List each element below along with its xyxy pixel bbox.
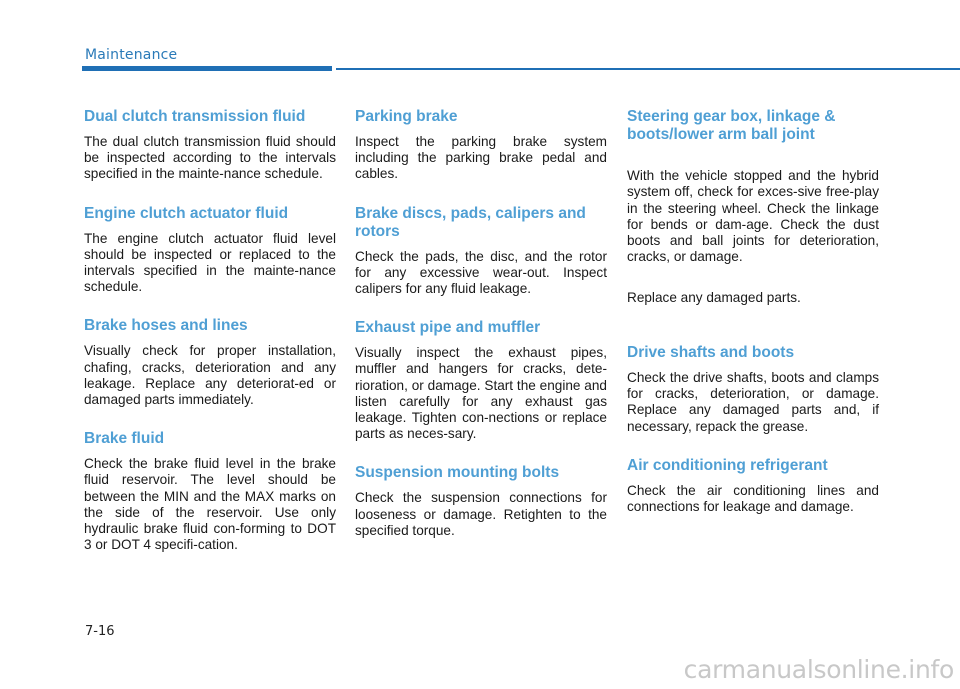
section-title-ac-refrigerant: Air conditioning refrigerant xyxy=(627,456,828,474)
section-body-parking-brake: Inspect the parking brake system including the parking brake pedal and cables. xyxy=(355,134,607,182)
section-body-brake-discs: Check the pads, the disc, and the rotor for any excessive wear-out. Inspect calipers for any fluid leakage. xyxy=(355,248,607,297)
section-body-clutch-actuator-fluid: The engine clutch actuator fluid level should be inspected or replaced to the intervals specified in the mainte-nance schedule. xyxy=(84,230,336,295)
column-3 xyxy=(627,108,879,537)
section-body-brake-fluid: Check the brake fluid level in the brake fluid reservoir. The level should be between the MIN and the MAX marks on the side of the reservoir. Use only hydraulic brake fluid con-forming to DOT 3 or DOT 4 specifi-cation. xyxy=(84,456,336,553)
section-body-exhaust: Visually inspect the exhaust pipes, muffler and hangers for cracks, dete-rioration, or damage. Start the engine and listen carefully for any exhaust gas leakage. Tighten con-nections or replace parts as neces-sary. xyxy=(355,345,607,442)
steering-gear-paragraph-2: Replace any damaged parts. xyxy=(627,289,801,305)
section-title-exhaust: Exhaust pipe and muffler xyxy=(355,319,541,337)
section-title-suspension-bolts: Suspension mounting bolts xyxy=(355,464,560,482)
section-header-title: Maintenance xyxy=(85,47,178,63)
section-title-clutch-actuator-fluid: Engine clutch actuator fluid xyxy=(84,204,289,222)
section-title-drive-shafts: Drive shafts and boots xyxy=(627,344,795,362)
page-number: 7-16 xyxy=(85,624,115,639)
section-title-brake-fluid: Brake fluid xyxy=(84,430,165,448)
steering-gear-paragraph-1: With the vehicle stopped and the hybrid system off, check for exces-sive free-play in the steering wheel. Check the linkage for bends or dam-age. Check the dust boots and ball joints for deterioration, cracks, or damage. xyxy=(627,168,879,265)
section-title-steering-gear: Steering gear box, linkage & boots/lower arm ball joint xyxy=(627,108,836,143)
section-body-drive-shafts: Check the drive shafts, boots and clamps for cracks, deterioration, or damage. Replace any damaged parts and, if necessary, repack the grease. xyxy=(627,370,879,434)
watermark: carmanualsonline.info xyxy=(683,655,954,684)
section-title-brake-discs: Brake discs, pads, calipers and rotors xyxy=(355,204,586,240)
column-1 xyxy=(84,108,336,575)
section-body-ac-refrigerant: Check the air conditioning lines and connections for leakage and damage. xyxy=(627,482,879,515)
header-rule-thin xyxy=(336,68,960,70)
section-body-steering-gear xyxy=(627,152,879,322)
section-body-dct-fluid: The dual clutch transmission fluid should be inspected according to the intervals specified in the mainte-nance schedule. xyxy=(84,134,336,182)
column-2 xyxy=(355,108,607,561)
section-body-brake-hoses: Visually check for proper installation, chafing, cracks, deterioration and any leakage. Replace any deteriorat-ed or damaged parts immediately. xyxy=(84,343,336,408)
section-title-parking-brake: Parking brake xyxy=(355,108,458,125)
section-body-suspension-bolts: Check the suspension connections for looseness or damage. Retighten to the specified torque. xyxy=(355,490,607,538)
header-rule-thick xyxy=(82,66,332,71)
section-title-brake-hoses: Brake hoses and lines xyxy=(84,317,248,335)
section-title-dct-fluid: Dual clutch transmission fluid xyxy=(84,108,306,125)
